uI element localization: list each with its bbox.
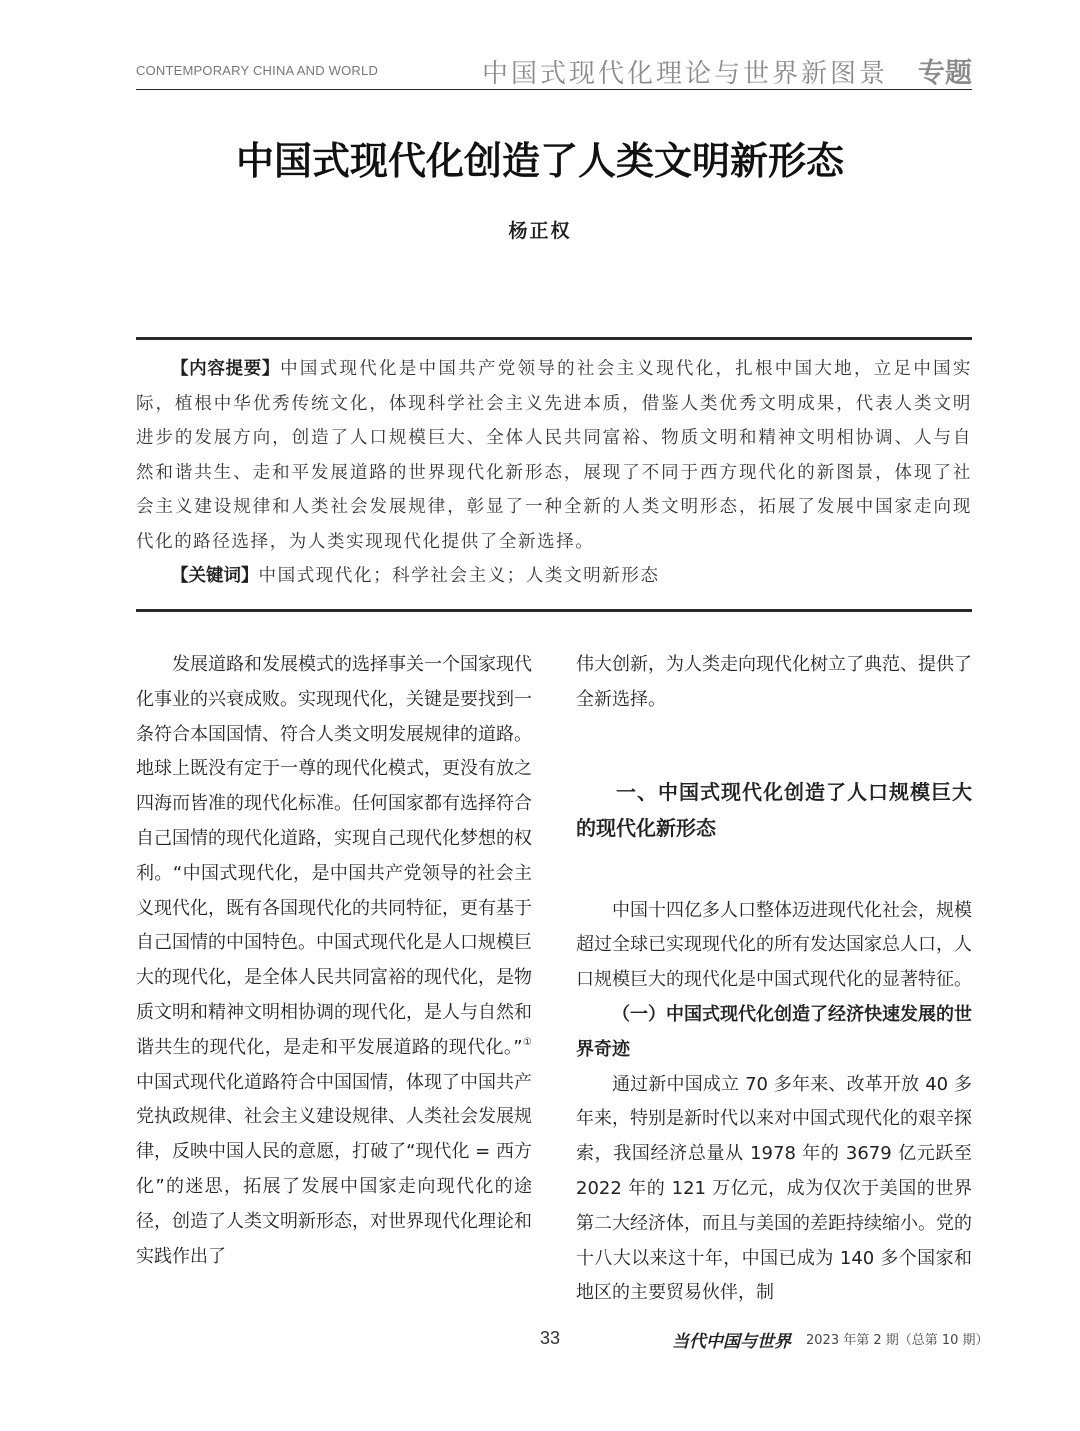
section-heading: 一、中国式现代化创造了人口规模巨大的现代化新形态	[576, 779, 972, 840]
paragraph-text-continued: 中国式现代化道路符合中国国情，体现了中国共产党执政规律、社会主义建设规律、人类社会发展规律，反映中国人民的意愿，打破了“现代化 = 西方化”的迷思，拓展了发展中国家走向现代化的途径，创造了人类文明新形态，对世界现代化理论和实践作出了	[136, 1071, 532, 1267]
article-author: 杨正权	[508, 220, 572, 242]
abstract-paragraph	[136, 352, 972, 559]
running-header	[482, 51, 972, 90]
keywords-paragraph	[136, 559, 972, 594]
keywords-label: 【关键词】	[171, 566, 259, 586]
abstract-top-rule	[136, 337, 972, 340]
abstract-bottom-rule	[136, 609, 972, 612]
issue-info: 2023 年第 2 期（总第 10 期）	[806, 1333, 989, 1348]
header-rule	[136, 89, 972, 90]
running-header-title: 中国式现代化理论与世界新图景	[481, 59, 888, 89]
body-paragraph-continued: 伟大创新，为人类走向现代化树立了典范、提供了全新选择。	[576, 654, 972, 710]
abstract-label: 【内容提要】	[171, 359, 281, 379]
body-paragraph: 中国十四亿多人口整体迈进现代化社会，规模超过全球已实现现代化的所有发达国家总人口，人口规模巨大的现代化是中国式现代化的显著特征。	[576, 899, 972, 991]
keywords-text: 中国式现代化；科学社会主义；人类文明新形态	[258, 566, 660, 586]
journal-english-name: CONTEMPORARY CHINA AND WORLD	[136, 63, 379, 78]
section-label: 专题	[918, 58, 972, 89]
body-paragraph: 通过新中国成立 70 多年来、改革开放 40 多年来，特别是新时代以来对中国式现代化的艰辛探索，我国经济总量从 1978 年的 3679 亿元跃至 2022 年的 121 万亿元，成为仅次于美国的世界第二大经济体，而且与美国的差距持续缩小。党的十八大以来这十年，中国已成为 140 多个国家和地区的主要贸易伙伴，制	[576, 1073, 972, 1304]
body-column-left	[136, 648, 532, 1274]
page-number: 33	[540, 1328, 561, 1348]
body-column-right	[576, 648, 972, 1311]
article-title: 中国式现代化创造了人类文明新形态	[235, 139, 844, 183]
abstract-text: 中国式现代化是中国共产党领导的社会主义现代化，扎根中国大地，立足中国实际，植根中华优秀传统文化，体现科学社会主义先进本质，借鉴人类优秀文明成果，代表人类文明进步的发展方向，创造了人口规模巨大、全体人民共同富裕、物质文明和精神文明相协调、人与自然和谐共生、走和平发展道路的世界现代化新形态，展现了不同于西方现代化的新图景，体现了社会主义建设规律和人类社会发展规律，彰显了一种全新的人类文明形态，拓展了发展中国家走向现代化的路径选择，为人类实现现代化提供了全新选择。	[136, 359, 972, 552]
abstract-block	[136, 352, 972, 594]
journal-logo: 当代中国与世界	[672, 1332, 791, 1352]
paragraph-text: 发展道路和发展模式的选择事关一个国家现代化事业的兴衰成败。实现现代化，关键是要找到一条符合本国国情、符合人类文明发展规律的道路。地球上既没有定于一尊的现代化模式，更没有放之四海而皆准的现代化标准。任何国家都有选择符合自己国情的现代化道路，实现自己现代化梦想的权利。“中国式现代化，是中国共产党领导的社会主义现代化，既有各国现代化的共同特征，更有基于自己国情的中国特色。中国式现代化是人口规模巨大的现代化，是全体人民共同富裕的现代化，是物质文明和精神文明相协调的现代化，是人与自然和谐共生的现代化，是走和平发展道路的现代化。”	[136, 654, 532, 1058]
footnote-marker[interactable]: ①	[522, 1036, 533, 1048]
body-paragraph	[136, 648, 532, 1274]
subsection-heading: （一）中国式现代化创造了经济快速发展的世界奇迹	[576, 1003, 972, 1060]
